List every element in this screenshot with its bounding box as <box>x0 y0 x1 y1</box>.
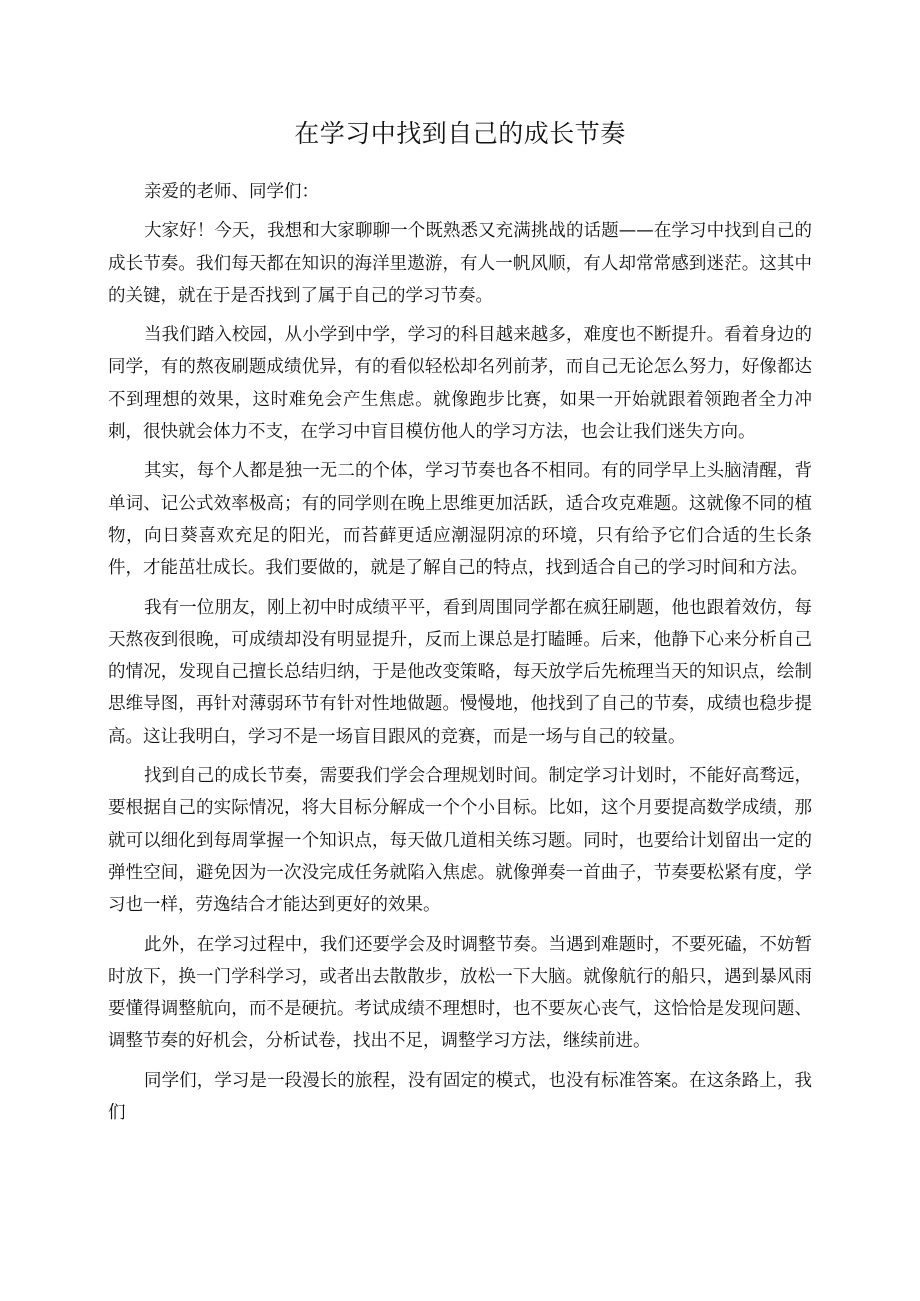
paragraph-5: 找到自己的成长节奏，需要我们学会合理规划时间。制定学习计划时，不能好高骛远，要根据自己的实际情况，将大目标分解成一个个小目标。比如，这个月要提高数学成绩，那就可以细化到每周掌握一个知识点，每天做几道相关练习题。同时，也要给计划留出一定的弹性空间，避免因为一次没完成任务就陷入焦虑。就像弹奏一首曲子，节奏要松紧有度，学习也一样，劳逸结合才能达到更好的效果。 <box>108 766 812 916</box>
document-title: 在学习中找到自己的成长节奏 <box>294 119 626 148</box>
paragraph-2: 当我们踏入校园，从小学到中学，学习的科目越来越多，难度也不断提升。看着身边的同学，有的熬夜刷题成绩优异，有的看似轻松却名列前茅，而自己无论怎么努力，好像都达不到理想的效果，这时难免会产生焦虑。就像跑步比赛，如果一开始就跟着领跑者全力冲刺，很快就会体力不支，在学习中盲目模仿他人的学习方法，也会让我们迷失方向。 <box>108 325 812 443</box>
salutation: 亲爱的老师、同学们： <box>144 182 319 202</box>
document-body <box>108 176 812 1136</box>
paragraph-3: 其实，每个人都是独一无二的个体，学习节奏也各不相同。有的同学早上头脑清醒，背单词、记公式效率极高；有的同学则在晚上思维更加活跃，适合攻克难题。这就像不同的植物，向日葵喜欢充足的阳光，而苔藓更适应潮湿阴凉的环境，只有给予它们合适的生长条件，才能茁壮成长。我们要做的，就是了解自己的特点，找到适合自己的学习时间和方法。 <box>108 461 812 579</box>
paragraph-1: 大家好！今天，我想和大家聊聊一个既熟悉又充满挑战的话题——在学习中找到自己的成长节奏。我们每天都在知识的海洋里遨游，有人一帆风顺，有人却常常感到迷茫。这其中的关键，就在于是否找到了属于自己的学习节奏。 <box>108 221 812 306</box>
paragraph-6: 此外，在学习过程中，我们还要学会及时调整节奏。当遇到难题时，不要死磕，不妨暂时放下，换一门学科学习，或者出去散散步，放松一下大脑。就像航行的船只，遇到暴风雨要懂得调整航向，而不是硬抗。考试成绩不理想时，也不要灰心丧气，这恰恰是发现问题、调整节奏的好机会，分析试卷，找出不足，调整学习方法，继续前进。 <box>108 934 812 1052</box>
paragraph-4: 我有一位朋友，刚上初中时成绩平平，看到周围同学都在疯狂刷题，他也跟着效仿，每天熬夜到很晚，可成绩却没有明显提升，反而上课总是打瞌睡。后来，他静下心来分析自己的情况，发现自己擅长总结归纳，于是他改变策略，每天放学后先梳理当天的知识点，绘制思维导图，再针对薄弱环节有针对性地做题。慢慢地，他找到了自己的节奏，成绩也稳步提高。这让我明白，学习不是一场盲目跟风的竞赛，而是一场与自己的较量。 <box>108 597 812 747</box>
paragraph-7: 同学们，学习是一段漫长的旅程，没有固定的模式，也没有标准答案。在这条路上，我们 <box>108 1070 812 1124</box>
